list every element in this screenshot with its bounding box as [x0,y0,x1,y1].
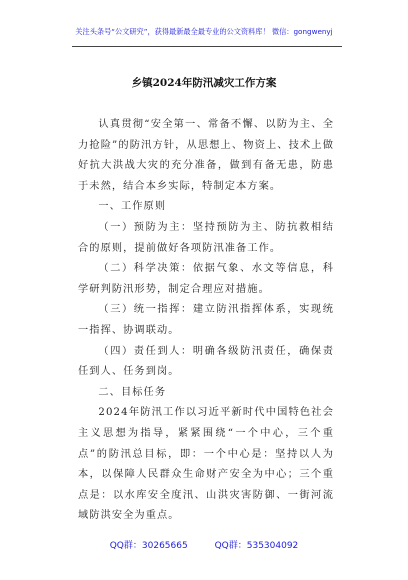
principle-responsibility: （四）责任到人：明确各级防汛责任，确保责任到人、任务到岗。 [78,345,334,378]
document-body [78,115,334,527]
header-notice: 关注头条号“公文研究”，获得最新最全最专业的公文资料库！ 微信：gongwenyj [75,27,333,36]
principle-science: （二）科学决策：依据气象、水文等信息，科学研判防汛形势，制定合理应对措施。 [78,263,334,295]
principle-prevention: （一）预防为主：坚持预防为主、防抗救相结合的原则，提前做好各项防汛准备工作。 [78,221,334,254]
footer-qq-group-2: QQ群：535304092 [214,541,299,551]
footer-qq-groups [0,538,408,551]
document-title: 乡镇2024年防汛减灾工作方案 [131,77,277,89]
footer-qq-group-1: QQ群：30265665 [109,541,188,551]
goals-paragraph: 2024年防汛工作以习近平新时代中国特色社会主义思想为指导，紧紧围绕“一个中心，三个重点”的防汛总目标，即：一个中心是：坚持以人为本，以保障人民群众生命财产安全为中心；三个重点是：以水库安全度汛、山洪灾害防御、一街河流域防洪安全为重点。 [78,407,334,522]
header-divider [72,46,342,47]
section-heading-goals: 二、目标任务 [98,386,167,398]
principle-command: （三）统一指挥：建立防汛指挥体系，实现统一指挥、协调联动。 [78,304,334,336]
section-heading-principles: 一、工作原则 [98,201,167,213]
intro-paragraph: 认真贯彻“安全第一、常备不懈、以防为主、全力抢险”的防汛方针，从思想上、物资上、技术上做好抗大洪战大灾的充分准备，做到有备无患，防患于未然，结合本乡实际，特制定本方案。 [78,119,334,192]
